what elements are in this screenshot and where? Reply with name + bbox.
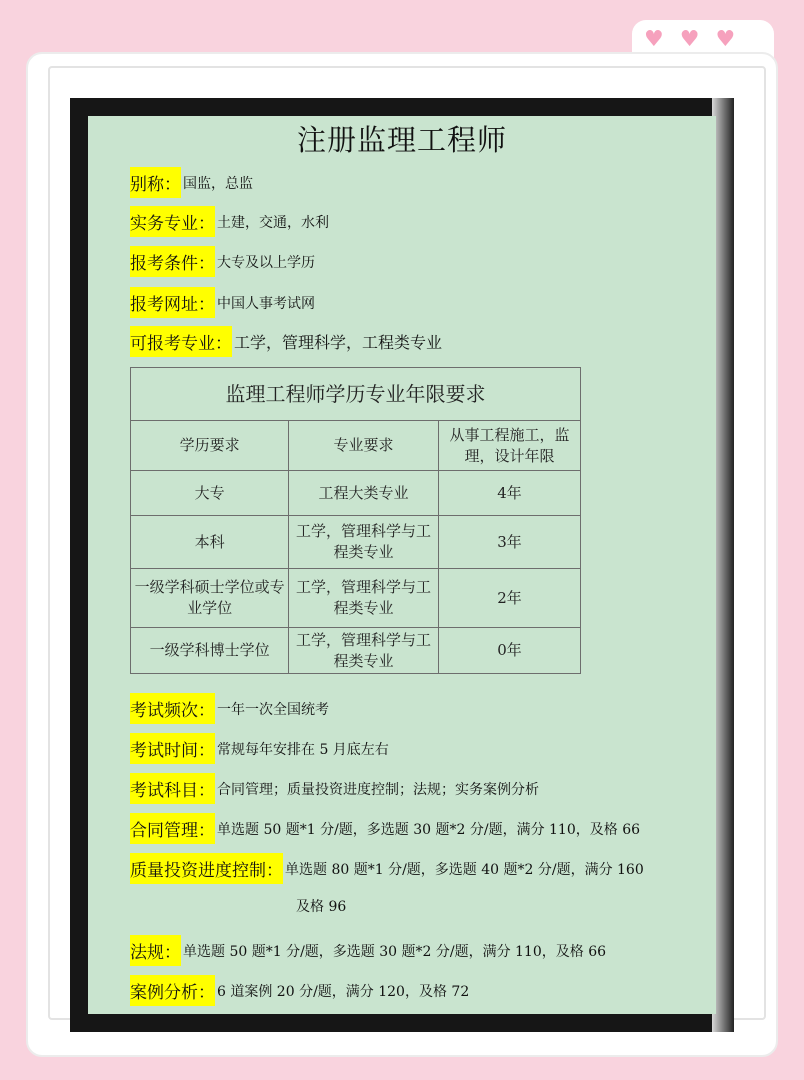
exam-quality-control: 质量投资进度控制 ： 单选题 80 题*1 分/题，多选题 40 题*2 分/题，满分 160 bbox=[130, 853, 644, 884]
field-requirement: 报考条件 ： 大专及以上学历 bbox=[130, 246, 315, 277]
table-header: 专业要求 bbox=[289, 421, 439, 471]
table-header-row bbox=[131, 421, 581, 471]
heart-decoration bbox=[644, 29, 735, 51]
table-cell: 3年 bbox=[438, 516, 580, 569]
heart-icon: ♥ bbox=[644, 27, 664, 52]
exam-regulations: 法规 ： 单选题 50 题*1 分/题，多选题 30 题*2 分/题，满分 110，及格 66 bbox=[130, 935, 606, 966]
table-row bbox=[131, 569, 581, 628]
exam-quality-control-cont bbox=[296, 896, 346, 916]
table-header: 学历要求 bbox=[131, 421, 289, 471]
table-cell: 0年 bbox=[438, 628, 580, 674]
exam-frequency: 考试频次 ： 一年一次全国统考 bbox=[130, 693, 329, 724]
field-label: 报考网址 bbox=[130, 287, 198, 318]
table-cell: 一级学科硕士学位或专业学位 bbox=[131, 569, 289, 628]
table-row bbox=[131, 516, 581, 569]
table-row bbox=[131, 628, 581, 674]
field-value: 国监，总监 bbox=[183, 175, 253, 192]
field-label: 报考条件 bbox=[130, 246, 198, 277]
exam-time: 考试时间 ： 常规每年安排在 5 月底左右 bbox=[130, 733, 389, 764]
exam-label: 法规 bbox=[130, 935, 164, 966]
page-title: 注册监理工程师 bbox=[296, 123, 507, 157]
exam-value: 常规每年安排在 5 月底左右 bbox=[217, 741, 389, 758]
exam-value: 单选题 50 题*1 分/题，多选题 30 题*2 分/题，满分 110，及格 66 bbox=[183, 943, 607, 960]
requirements-table bbox=[130, 367, 581, 674]
exam-label: 合同管理 bbox=[130, 813, 198, 844]
field-practice-major: 实务专业 ： 土建，交通，水利 bbox=[130, 206, 329, 237]
exam-value: 单选题 50 题*1 分/题，多选题 30 题*2 分/题，满分 110，及格 66 bbox=[217, 821, 641, 838]
exam-label: 考试频次 bbox=[130, 693, 198, 724]
table-header: 从事工程施工，监理，设计年限 bbox=[438, 421, 580, 471]
exam-label: 考试科目 bbox=[130, 773, 198, 804]
table-cell: 工学，管理科学与工程类专业 bbox=[289, 516, 439, 569]
exam-value: 一年一次全国统考 bbox=[217, 701, 329, 718]
field-alias: 别称 ： 国监，总监 bbox=[130, 167, 253, 198]
field-eligible-majors: 可报考专业 ： 工学，管理科学，工程类专业 bbox=[130, 326, 442, 357]
exam-label: 案例分析 bbox=[130, 975, 198, 1006]
heart-icon: ♥ bbox=[679, 27, 700, 52]
table-cell: 一级学科博士学位 bbox=[131, 628, 289, 674]
exam-label: 质量投资进度控制 bbox=[130, 853, 266, 884]
field-value: 中国人事考试网 bbox=[217, 295, 315, 312]
field-website: 报考网址 ： 中国人事考试网 bbox=[130, 287, 315, 318]
field-value: 大专及以上学历 bbox=[217, 254, 315, 271]
exam-value: 单选题 80 题*1 分/题，多选题 40 题*2 分/题，满分 160 bbox=[285, 861, 644, 878]
exam-case-analysis: 案例分析 ： 6 道案例 20 分/题，满分 120，及格 72 bbox=[130, 975, 469, 1006]
table-row bbox=[131, 471, 581, 516]
table-cell: 工程大类专业 bbox=[289, 471, 439, 516]
exam-value: 及格 96 bbox=[296, 899, 347, 915]
exam-label: 考试时间 bbox=[130, 733, 198, 764]
field-value: 工学，管理科学，工程类专业 bbox=[234, 333, 443, 352]
heart-icon: ♥ bbox=[715, 27, 736, 52]
table-caption: 监理工程师学历专业年限要求 bbox=[131, 368, 581, 421]
table-cell: 本科 bbox=[131, 516, 289, 569]
field-label: 别称 bbox=[130, 167, 164, 198]
table-cell: 4年 bbox=[438, 471, 580, 516]
field-label: 实务专业 bbox=[130, 206, 198, 237]
table-cell: 工学，管理科学与工程类专业 bbox=[289, 628, 439, 674]
field-value: 土建，交通，水利 bbox=[217, 214, 329, 231]
exam-value: 6 道案例 20 分/题，满分 120，及格 72 bbox=[217, 983, 470, 1000]
exam-value: 合同管理；质量投资进度控制；法规；实务案例分析 bbox=[217, 781, 539, 798]
table-cell: 2年 bbox=[438, 569, 580, 628]
exam-subjects: 考试科目 ： 合同管理；质量投资进度控制；法规；实务案例分析 bbox=[130, 773, 539, 804]
field-label: 可报考专业 bbox=[130, 326, 215, 357]
table-cell: 工学，管理科学与工程类专业 bbox=[289, 569, 439, 628]
exam-contract-management: 合同管理 ： 单选题 50 题*1 分/题，多选题 30 题*2 分/题，满分 110，及格 66 bbox=[130, 813, 640, 844]
table-cell: 大专 bbox=[131, 471, 289, 516]
